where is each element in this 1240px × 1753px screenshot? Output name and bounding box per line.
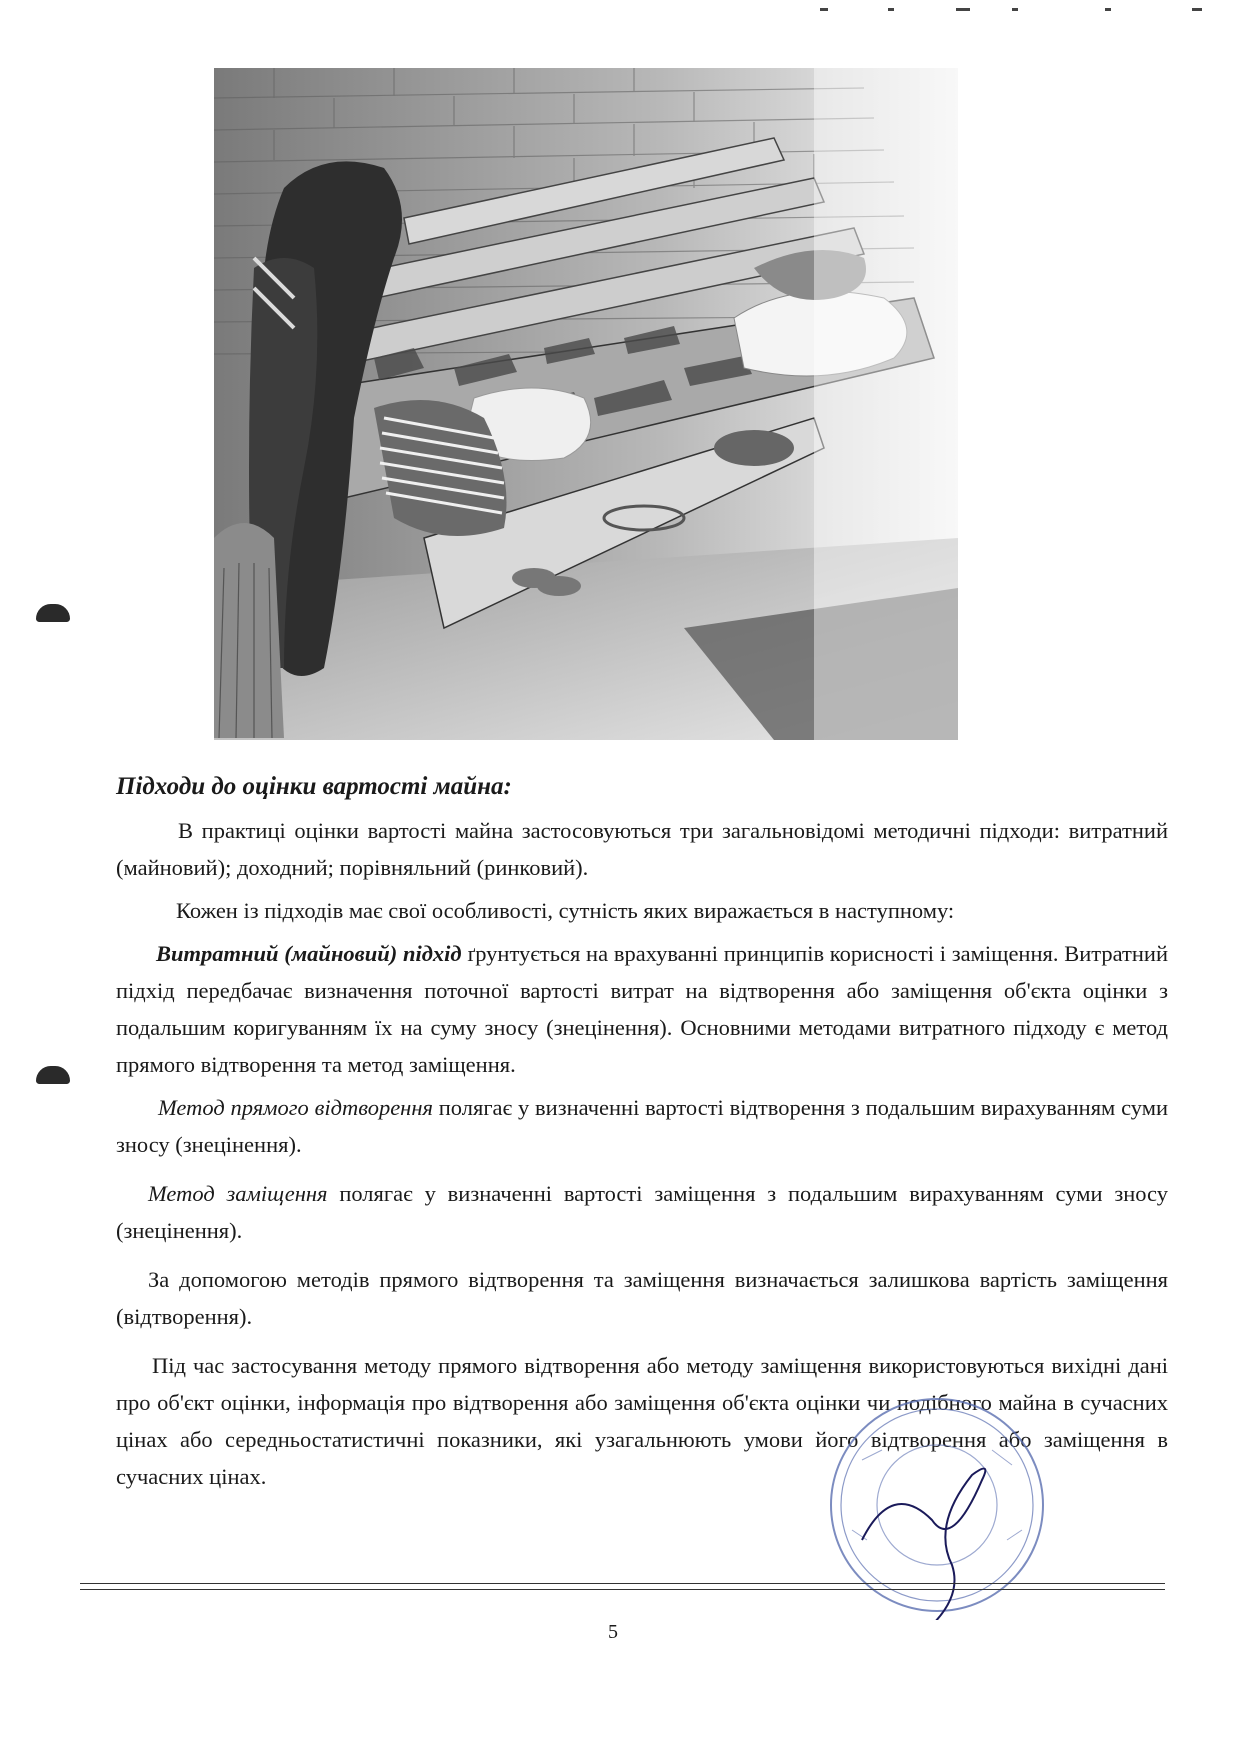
paragraph: Кожен із підходів має свої особливості, сутність яких виражається в наступному: bbox=[176, 898, 955, 923]
punch-hole-icon bbox=[36, 1066, 70, 1084]
paragraph bbox=[116, 1175, 1168, 1249]
term-cost-approach: Витратний (майновий) підхід bbox=[156, 941, 462, 966]
handwritten-signature-icon bbox=[862, 1469, 985, 1620]
scan-artifact bbox=[1012, 8, 1018, 11]
footer-rule bbox=[80, 1589, 1165, 1590]
scan-artifact bbox=[956, 8, 970, 11]
paragraph-text: полягає у визначенні вартості заміщення з подальшим вирахуванням суми зносу (знецінення). bbox=[116, 1181, 1168, 1243]
scan-artifact bbox=[1105, 8, 1111, 11]
bench-with-clothes-photo-icon bbox=[214, 68, 958, 740]
paragraph-text: ґрунтується на врахуванні принципів корисності і заміщення. Витратний підхід передбачає визначення поточної вартості витрат на відтворення або заміщення об'єкта оцінки з подальшим коригуванням їх на суму зносу (знецінення). Основними методами витратного підходу є метод прямого відтворення та метод заміщення. bbox=[116, 941, 1168, 1077]
page-number: 5 bbox=[608, 1621, 618, 1643]
punch-hole-icon bbox=[36, 604, 70, 622]
property-photo bbox=[214, 68, 958, 740]
footer-rule bbox=[80, 1583, 1165, 1584]
term-direct-reproduction: Метод прямого відтворення bbox=[158, 1095, 433, 1120]
paragraph bbox=[116, 1089, 1168, 1163]
scan-artifact bbox=[888, 8, 894, 11]
section-heading: Підходи до оцінки вартості майна: bbox=[116, 773, 512, 800]
scan-artifact bbox=[1192, 8, 1202, 11]
paragraph: В практиці оцінки вартості майна застосовуються три загальновідомі методичні підходи: витратний (майновий); доходний; порівняльний (ринковий). bbox=[116, 818, 1168, 880]
scan-artifact bbox=[820, 8, 828, 11]
paragraph: За допомогою методів прямого відтворення та заміщення визначається залишкова вартість заміщення (відтворення). bbox=[116, 1267, 1168, 1329]
round-seal-stamp-icon bbox=[822, 1390, 1052, 1620]
paragraph bbox=[116, 935, 1168, 1083]
term-replacement: Метод заміщення bbox=[148, 1181, 328, 1206]
paragraph-text: полягає у визначенні вартості відтворення з подальшим вирахуванням суми зносу (знецінення). bbox=[116, 1095, 1168, 1157]
paragraph: Під час застосування методу прямого відтворення або методу заміщення використовуються вихідні дані про об'єкт оцінки, інформація про відтворення або заміщення об'єкта оцінки чи подібного майна в сучасних цінах або середньостатистичні показники, які узагальнюють умови його відтворення або заміщення в сучасних цінах. bbox=[116, 1353, 1168, 1489]
